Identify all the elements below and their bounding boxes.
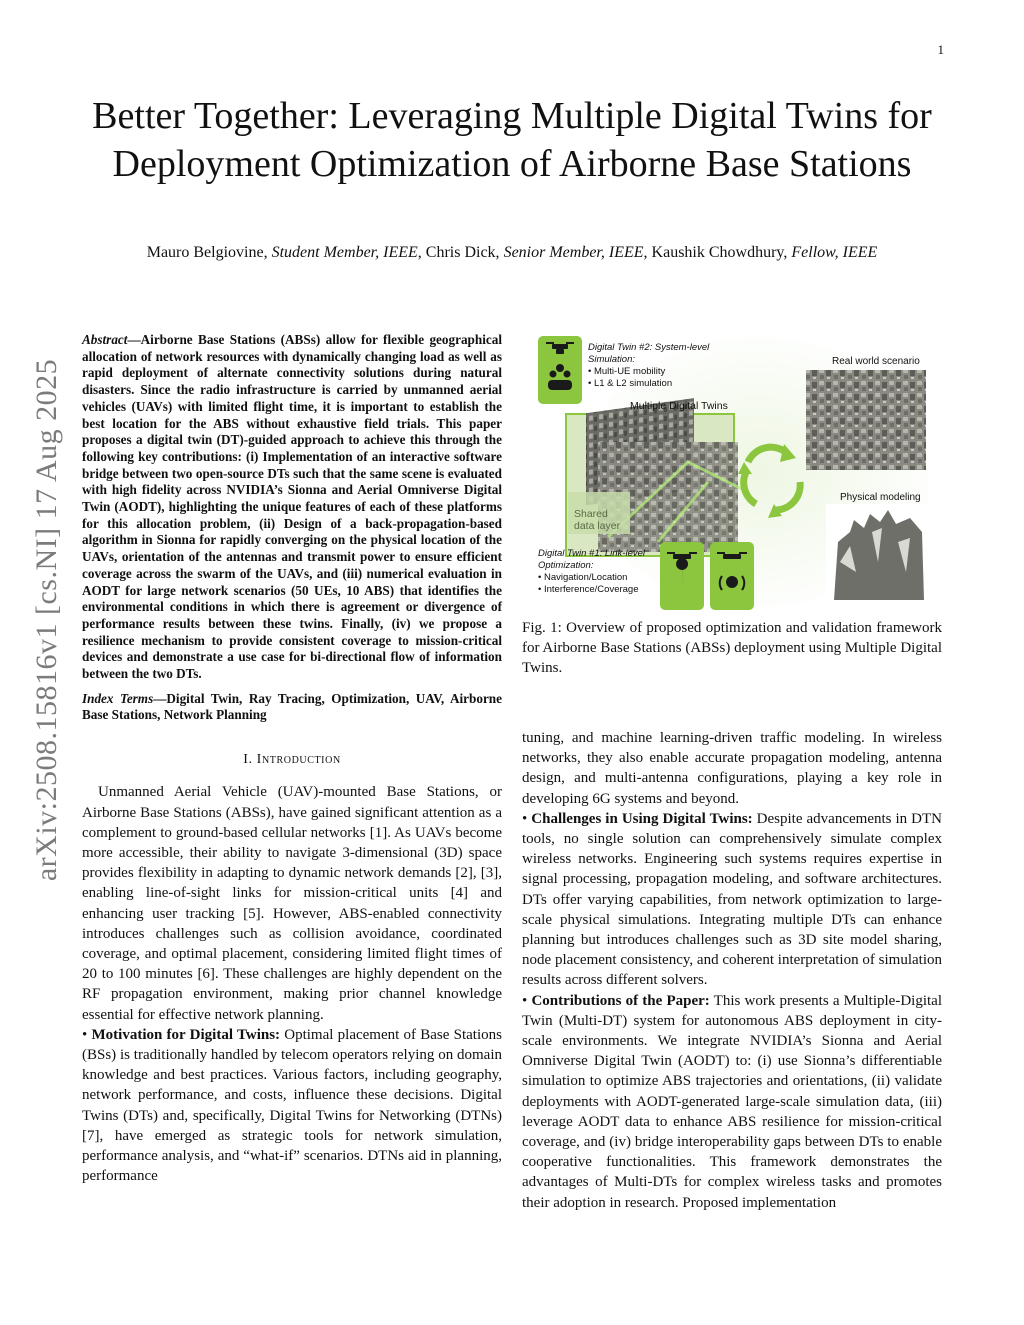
multi-dt-label: Multiple Digital Twins	[630, 400, 728, 412]
motivation-paragraph	[82, 1025, 502, 1187]
right-paragraph: tuning, and machine learning-driven traffic modeling. In wireless networks, they also enable accurate propagation modeling, antenna design, and multi-antenna configurations, playing a key role in developing 6G systems and beyond.	[522, 730, 942, 807]
real-world-image	[806, 370, 926, 470]
right-column	[522, 728, 942, 1213]
dt1-item: • Navigation/Location	[538, 572, 628, 583]
shared-data-label: Shared data layer	[574, 508, 621, 532]
abstract-text: —Airborne Base Stations (ABSs) allow for flexible geographical allocation of network resources with dynamically changing load as well as rapid deployment of alternate connectivity solutions during natural disasters. Since the radio infrastructure is carried by unmanned aerial vehicles (UAVs) with limited flight time, it is important to establish the best location for the ABS without exhaustive field trials. This paper proposes a digital twin (DT)-guided approach to achieve this through the following key contributions: (i) Implementation of an interactive software bridge between two open-source DTs such that the same scene is evaluated with high fidelity across NVIDIA’s Sionna and Aerial Omniverse Digital Twin (AODT), highlighting the unique features of each of these platforms for this allocation problem, (ii) Design of a back-propagation-based algorithm in Sionna for rapidly converging on the physical location of the UAVs, orientation of the antennas and transmit power to ensure efficient coverage across the swarm of the UAVs, and (iii) numerical evaluation in AODT for large network scenarios (50 UEs, 10 ABS) that identifies the environmental conditions in which there is agreement or divergence of performance results between these twins. Finally, (iv) we propose a resilience mechanism to provide consistent coverage to mission-critical devices and demonstrate a use case for bi-directional flow of information between the two DTs.	[82, 332, 502, 682]
motivation-label: Motivation for Digital Twins:	[91, 1026, 281, 1043]
bullet-marker: •	[82, 1026, 88, 1043]
intro-paragraph: Unmanned Aerial Vehicle (UAV)-mounted Base Stations, or Airborne Base Stations (ABSs), have gained significant attention as a complement to ground-based cellular networks [1]. As UAVs become more accessible, their ability to navigate 3-dimensional (3D) space provides flexibility in adapting to dynamic network demands [2], [3], enabling line-of-sight links for mission-critical units [4] and enhancing user tracking [5]. However, ABS-enabled connectivity introduces challenges such as collision avoidance, coordinated coverage, and optimal placement, considering limited flight times of 20 to 100 minutes [6]. These challenges are highly dependent on the RF propagation environment, making prior channel knowledge essential for effective network planning.	[82, 784, 502, 1023]
bullet-marker: •	[522, 810, 528, 827]
physical-modeling-label: Physical modeling	[840, 492, 921, 503]
author-name: Kaushik Chowdhury,	[651, 244, 792, 261]
contributions-text: This work presents a Multiple-Digital Twin (Multi-DT) system for autonomous ABS deployment in city-scale environments. We integrate NVIDIA’s Sionna and Aerial Omniverse Digital Twin (AODT) to: (i) use Sionna’s differentiable simulation to optimize ABS trajectories and orientations, (ii) validate deployments with AODT-generated large-scale simulation data, (iii) leverage AODT data to enhance ABS resilience for mission-critical coverage, and (iv) bridge interoperability gaps between DTs to enable cooperative functionalities. This framework demonstrates the advantages of Multi-DTs for complex wireless tasks and promotes their adoption in research. Proposed implementation	[522, 992, 942, 1211]
abstract-label: Abstract	[82, 332, 128, 347]
author-name: Mauro Belgiovine,	[146, 244, 272, 261]
challenges-paragraph	[522, 809, 942, 991]
motivation-text: Optimal placement of Base Stations (BSs) is traditionally handled by telecom operators relying on domain knowledge and best practices. Various factors, including geography, network performance, and costs, influence these decisions. Digital Twins (DTs) and, specifically, Digital Twins for Networking (DTNs) [7], have emerged as strategic tools for network simulation, performance analysis, and “what-if” scenarios. DTNs aid in planning, performance	[82, 1026, 502, 1185]
paper-title: Better Together: Leveraging Multiple Digital Twins for Deployment Optimization of Airborne Base Stations	[92, 95, 932, 185]
page-number: 1	[937, 42, 944, 57]
dt2-item: • L1 & L2 simulation	[588, 378, 673, 389]
dt1-subtitle: Optimization:	[538, 560, 594, 571]
contributions-label: Contributions of the Paper:	[531, 992, 710, 1009]
author-role: Senior Member, IEEE	[503, 244, 644, 261]
author-name: Chris Dick,	[425, 244, 504, 261]
dt1-item: • Interference/Coverage	[538, 584, 639, 595]
index-terms-text: —Digital Twin, Ray Tracing, Optimization, UAV, Airborne Base Stations, Network Planning	[82, 690, 502, 723]
figure-caption: Fig. 1: Overview of proposed optimization and validation framework for Airborne Base Stations (ABSs) deployment using Multiple Digital Twins.	[522, 620, 942, 677]
author-role: Student Member, IEEE	[271, 244, 418, 261]
dt1-title: Digital Twin #1: Link-level	[538, 548, 646, 559]
abstract	[82, 332, 502, 683]
challenges-label: Challenges in Using Digital Twins:	[531, 810, 753, 827]
index-terms-label: Index Terms	[82, 690, 154, 706]
bullet-marker: •	[522, 992, 528, 1009]
section-heading: I. Introduction	[243, 752, 341, 768]
dt2-title: Digital Twin #2: System-level	[588, 342, 710, 353]
real-world-label: Real world scenario	[832, 356, 920, 367]
arxiv-stamp: arXiv:2508.15816v1 [cs.NI] 17 Aug 2025	[30, 358, 63, 882]
index-terms	[82, 691, 502, 724]
challenges-text: Despite advancements in DTN tools, no single solution can comprehensively simulate complex wireless networks. Engineering such systems requires expertise in signal processing, propagation modeling, and software architectures. DTs offer varying capabilities, from network optimization to large-scale physical simulations. Integrating multiple DTs can enhance planning but introduces challenges such as 3D site model sharing, node placement consistency, and coherent interpretation of simulation results across different solvers.	[522, 810, 943, 989]
left-column	[82, 332, 502, 1186]
dt2-item: • Multi-UE mobility	[588, 366, 666, 377]
contributions-paragraph	[522, 991, 942, 1213]
figure-1	[538, 332, 928, 610]
author-list: Mauro Belgiovine, Student Member, IEEE, Chris Dick, Senior Member, IEEE, Kaushik Chowdhury, Fellow, IEEE	[146, 244, 878, 261]
dt2-subtitle: Simulation:	[588, 354, 635, 365]
author-role: Fellow, IEEE	[791, 244, 878, 261]
